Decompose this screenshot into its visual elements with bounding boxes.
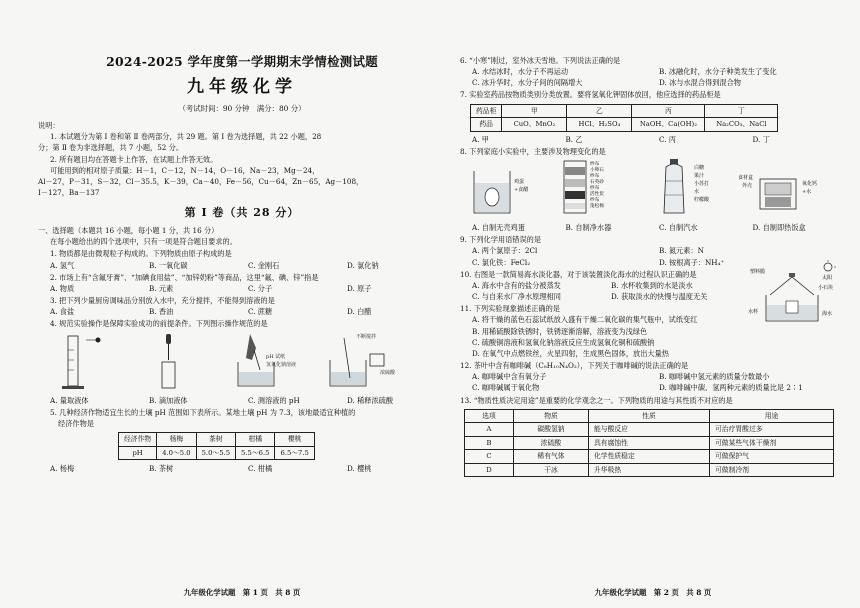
question-stem: 7. 实验室药品按物质类别分类放置。要将氢氧化钾固体放回，他应选择的药品柜是 xyxy=(460,90,721,100)
option: D. 氯化钠 xyxy=(347,260,379,270)
question-6 xyxy=(460,55,846,88)
table-row xyxy=(465,423,834,437)
figure-label: 塑料膜 xyxy=(750,268,766,275)
page-2 xyxy=(460,0,846,608)
instruction-line: 分；第 Ⅱ 卷为非选择题，共 7 小题，52 分。 xyxy=(38,143,184,153)
table-cell: CuO、MnO₂ xyxy=(502,118,567,132)
instruction-line: 可能用到的相对原子质量：H－1，C－12，N－14，O－16，Na－23，Mg－24， xyxy=(50,165,320,175)
option: D. 白醋 xyxy=(347,307,372,317)
table-header: 甲 xyxy=(502,104,567,118)
options xyxy=(460,371,846,382)
question-1 xyxy=(38,248,446,270)
table-cell: Na₂CO₃、NaCl xyxy=(705,118,778,132)
figure-label: 纱布 xyxy=(590,198,600,203)
question-7 xyxy=(460,89,846,144)
table-cell: 药品 xyxy=(471,118,502,132)
option: A. 杨梅 xyxy=(50,464,75,474)
figure-label: 石英砂 xyxy=(590,180,604,185)
options xyxy=(460,245,846,256)
table-header: 用途 xyxy=(710,409,834,423)
table-row xyxy=(465,450,834,464)
section-intro: 一、选择题（本题共 16 小题，每小题 1 分，共 16 分） xyxy=(38,226,219,236)
page-footer: 九年级化学试题 第 1 页 共 8 页 xyxy=(183,587,301,597)
options xyxy=(460,66,846,77)
option: A. 甲 xyxy=(472,134,489,144)
options xyxy=(38,283,446,294)
table-header: 乙 xyxy=(567,104,632,118)
table-header: 物质 xyxy=(514,409,589,423)
ph-paper-label: pH 试纸 xyxy=(266,353,286,360)
table-header: 丁 xyxy=(705,104,778,118)
figure-label: 食材盒 xyxy=(738,175,754,181)
option: D. 冰与水混合得到混合物 xyxy=(659,78,741,88)
option: D. 原子 xyxy=(347,283,372,293)
figure-label: 白糖 xyxy=(694,165,705,171)
question-stem: 11. 下列实验现象描述正确的是 xyxy=(460,304,560,314)
figure-label: 柠檬酸 xyxy=(694,197,710,203)
heating-box-figure xyxy=(738,174,817,209)
table-cell: HCl、H₂SO₄ xyxy=(567,118,632,132)
question-stem: 13. “物质性质决定用途”是重要的化学观念之一。下列物质的用途与其性质不对应的是 xyxy=(460,395,733,405)
table-cell: 可做制冷剂 xyxy=(710,463,834,477)
options xyxy=(460,222,846,233)
question-stem: 1. 物质都是由微观粒子构成的。下列物质由原子构成的是 xyxy=(50,249,232,259)
option: C. 金刚石 xyxy=(248,260,280,270)
option: D. 丁 xyxy=(752,134,770,144)
option: A. 两个氯原子：2Cl xyxy=(472,246,538,256)
option: A. 物质 xyxy=(50,283,75,293)
egg-in-vinegar-figure xyxy=(474,171,528,213)
question-2 xyxy=(38,272,446,294)
table-cell: 碳酸氢钠 xyxy=(514,423,589,437)
question-12 xyxy=(460,360,846,393)
desalination-figure xyxy=(748,259,844,331)
option: C. 分子 xyxy=(248,283,273,293)
option: A. 量取液体 xyxy=(50,395,89,405)
figure-label: +食醋 xyxy=(514,187,529,193)
table-header: 经济作物 xyxy=(119,433,157,447)
dilute-acid-figure xyxy=(330,333,396,386)
table-cell: 可治疗胃酸过多 xyxy=(710,423,834,437)
option: C. 氯化铁：FeCl₂ xyxy=(472,257,531,267)
option: C. 测溶液的 pH xyxy=(248,395,300,405)
ph-table xyxy=(118,432,315,460)
option: B. 滴加液体 xyxy=(149,395,188,405)
option: D. 在氧气中点燃铁丝，火星四射，生成黑色固体，放出大量热 xyxy=(472,348,669,358)
table-cell: A xyxy=(465,423,514,437)
figure-label: 小卵石 xyxy=(590,168,604,173)
option: D. 稀释浓硫酸 xyxy=(347,395,394,405)
option: D. 获取淡水的快慢与温度无关 xyxy=(611,292,708,302)
exam-meta: （考试时间：90 分钟 满分：80 分） xyxy=(178,103,306,113)
option: C. 丙 xyxy=(659,134,676,144)
option: A. 氢气 xyxy=(50,260,75,270)
graduated-cylinder-figure xyxy=(62,336,101,389)
table-cell: C xyxy=(465,450,514,464)
question-stem: 2. 市场上有“含氟牙膏”、“加碘食用盐”、“加锌奶粉”等商品，这里“氟、碘、锌”指是 xyxy=(50,272,319,282)
table-cell: B xyxy=(465,436,514,450)
question-stem: 9. 下列化学用语错误的是 xyxy=(460,235,542,245)
option: A. 食盐 xyxy=(50,307,75,317)
option: B. 乙 xyxy=(565,134,583,144)
table-cell: 浓硫酸 xyxy=(514,436,589,450)
option: C. 与自来水厂净水原理相同 xyxy=(472,292,561,302)
table-header: 茶树 xyxy=(196,433,235,447)
figure-label: 水杯 xyxy=(748,308,759,315)
option: C. 硫酸铜溶液和氢氧化钠溶液反应生成氢氧化铜和硫酸钠 xyxy=(472,337,655,347)
property-use-table xyxy=(464,409,834,478)
figure-label: 小苏打 xyxy=(694,181,710,187)
figure-label: 纱布 xyxy=(590,174,600,179)
table-cell: 4.0～5.0 xyxy=(157,446,196,460)
question-stem-cont: 经济作物是 xyxy=(58,419,94,429)
option: C. 咖啡碱属于氧化物 xyxy=(472,383,540,393)
options xyxy=(460,134,846,145)
figure-label: 纱布 xyxy=(590,186,600,191)
table-cell: 可做保护气 xyxy=(710,450,834,464)
option: B. 一氧化碳 xyxy=(149,260,188,270)
cabinet-table xyxy=(470,104,778,132)
figure-label: 活性炭 xyxy=(590,192,604,197)
table-cell: 稀有气体 xyxy=(514,450,589,464)
option: B. 自制净水器 xyxy=(565,223,612,233)
lab-operation-figures xyxy=(38,330,438,392)
water-filter-figure xyxy=(564,160,604,213)
question-stem: 8. 下列家庭小实验中，主要涉及物理变化的是 xyxy=(460,146,606,156)
options xyxy=(460,291,750,302)
option: B. 元素 xyxy=(149,283,174,293)
table-cell: 化学性质稳定 xyxy=(589,450,710,464)
figure-label: 水 xyxy=(694,189,700,195)
question-stem: 6. “小寒”刚过，室外冰天雪地。下列说法正确的是 xyxy=(460,56,621,65)
option: D. 自制即热饭盒 xyxy=(752,223,806,233)
instructions-label: 说明： xyxy=(38,121,60,131)
section-heading: 第 Ⅰ 卷（共 28 分） xyxy=(184,206,300,220)
table-cell: 升华吸热 xyxy=(589,463,710,477)
table-cell: D xyxy=(465,463,514,477)
table-header: 樱桃 xyxy=(275,433,314,447)
option: A. 咖啡碱中含有氧分子 xyxy=(472,372,547,382)
table-row xyxy=(465,463,834,477)
instruction-line: I－127，Ba－137 xyxy=(38,187,100,197)
option: B. 用稀硫酸除铁锈时，铁锈逐渐溶解，溶液变为浅绿色 xyxy=(472,326,648,336)
table-header: 杨梅 xyxy=(157,433,196,447)
question-stem: 12. 茶叶中含有咖啡碱（C₈H₁₀N₄O₂），下列关于咖啡碱的说法正确的是 xyxy=(460,361,689,371)
table-cell: pH xyxy=(119,446,157,460)
options xyxy=(38,260,446,271)
option: B. 冰融化时，水分子种类发生了变化 xyxy=(659,67,777,77)
acid-label: 浓硫酸 xyxy=(380,369,396,376)
figure-label: 纱布 xyxy=(590,162,600,167)
instruction-line: 1. 本试题分为第 Ⅰ 卷和第 Ⅱ 卷两部分，共 29 题。第 Ⅰ 卷为选择题，共 22 小题，28 xyxy=(50,132,322,142)
option: C. 蔗糖 xyxy=(248,307,273,317)
figure-label: +水 xyxy=(802,189,812,195)
page-footer: 九年级化学试题 第 2 页 共 8 页 xyxy=(594,587,712,597)
table-header: 柑橘 xyxy=(236,433,275,447)
stir-label: 不断搅拌 xyxy=(356,333,377,340)
section-intro: 在每小题给出的四个选项中，只有一项是符合题目要求的。 xyxy=(50,237,237,247)
table-cell: 能与酸反应 xyxy=(589,423,710,437)
option: A. 海水中含有的盐分被蒸发 xyxy=(472,280,561,290)
option: A. 将干燥的蓝色石蕊试纸放入盛有干燥二氧化碳的集气瓶中，试纸变红 xyxy=(472,315,698,325)
question-3 xyxy=(38,295,446,317)
option: C. 冰升华时，水分子间的间隔增大 xyxy=(472,78,583,88)
question-stem: 10. 右图是一款简易海水淡化器，对于该装置淡化海水的过程认识正确的是 xyxy=(460,269,697,279)
option: A. 水结冰时，水分子不再运动 xyxy=(472,67,569,77)
option: C. 自制汽水 xyxy=(659,223,698,233)
options xyxy=(460,280,750,291)
option: B. 水杯收集到的水是淡水 xyxy=(611,280,693,290)
instruction-line: 2. 所有题目均在答题卡上作答，在试题上作答无效。 xyxy=(50,154,218,164)
question-4 xyxy=(38,318,446,405)
figure-label: 小石块 xyxy=(818,284,834,291)
option: D. 铵根离子：NH₄⁺ xyxy=(659,257,725,267)
soda-bottle-figure xyxy=(664,159,710,213)
options xyxy=(460,77,846,88)
exam-title: 2024-2025 学年度第一学期期末学情检测试题 xyxy=(106,54,378,69)
option: C. 柑橘 xyxy=(248,464,273,474)
options xyxy=(38,306,446,317)
option: B. 咖啡碱中氢元素的质量分数最小 xyxy=(659,372,770,382)
exam-subject: 九年级化学 xyxy=(187,77,297,98)
table-header: 性质 xyxy=(589,409,710,423)
ph-test-figure xyxy=(238,334,296,386)
option: D. 咖啡碱中碳、氢两种元素的质量比是 2∶1 xyxy=(659,383,803,393)
table-cell: 6.5～7.5 xyxy=(275,446,314,460)
question-stem: 3. 把下列少量厨房调味品分别放入水中，充分搅拌，不能得到溶液的是 xyxy=(50,296,275,306)
page-1 xyxy=(38,0,446,608)
home-experiment-figures xyxy=(460,157,840,219)
question-stem: 4. 规范实验操作是保障实验成功的前提条件。下列图示操作规范的是 xyxy=(50,319,268,329)
question-8 xyxy=(460,146,846,233)
figure-label: 鸡蛋 xyxy=(514,179,525,185)
table-cell: 具有腐蚀性 xyxy=(589,436,710,450)
table-cell: 5.0～5.5 xyxy=(196,446,235,460)
options xyxy=(460,382,846,393)
option: B. 茶树 xyxy=(149,464,174,474)
instruction-line: Al－27，P－31，S－32，Cl－35.5，K－39，Ca－40，Fe－56，Cu－64，Zn－65，Ag－108， xyxy=(38,176,364,186)
table-row xyxy=(465,436,834,450)
figure-label: 果汁 xyxy=(694,173,705,179)
figure-label: 外壳 xyxy=(742,183,753,189)
figure-label: 海水 xyxy=(822,310,833,317)
question-stem: 5. 几种经济作物适宜生长的土壤 pH 范围如下表所示。某地土壤 pH 为 7.3，该地最适宜种植的 xyxy=(50,407,356,417)
figure-label: 蓬松棉 xyxy=(590,204,604,209)
option: B. 香油 xyxy=(149,307,174,317)
question-13 xyxy=(460,395,846,478)
table-cell: 可做某些气体干燥剂 xyxy=(710,436,834,450)
figure-label: 太阳 xyxy=(822,274,833,281)
options xyxy=(38,395,446,406)
question-5 xyxy=(38,407,446,475)
figure-label: 氧化钙 xyxy=(802,181,818,187)
table-header: 选项 xyxy=(465,409,514,423)
table-header: 丙 xyxy=(632,104,705,118)
option: B. 氮元素：N xyxy=(659,246,704,256)
options xyxy=(38,463,446,474)
table-header: 药品柜 xyxy=(471,104,502,118)
table-cell: 5.5～6.5 xyxy=(236,446,275,460)
table-cell: 干冰 xyxy=(514,463,589,477)
option: D. 樱桃 xyxy=(347,464,372,474)
table-cell: NaOH、Ca(OH)₂ xyxy=(632,118,705,132)
dropper-figure xyxy=(162,334,175,388)
solution-label: 氢氧化钠溶液 xyxy=(266,361,297,368)
option: A. 自制无壳鸡蛋 xyxy=(472,223,525,233)
